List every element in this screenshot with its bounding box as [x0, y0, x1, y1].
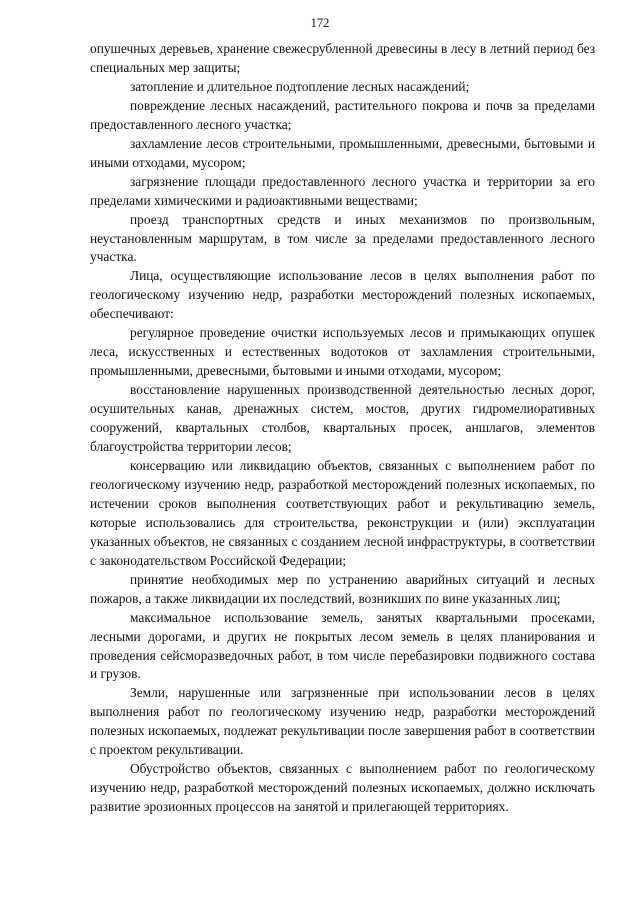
paragraph: проезд транспортных средств и иных механизмов по произвольным, неустановленным маршрутам, в том числе за пределами предоставленного лесного участка.	[90, 211, 595, 265]
paragraph: Обустройство объектов, связанных с выполнением работ по геологическому изучению недр, разработкой месторождений полезных ископаемых, должно исключать развитие эрозионных процессов на занятой и прилегающей территориях.	[90, 761, 595, 815]
paragraph: затопление и длительное подтопление лесных насаждений;	[130, 78, 470, 94]
page-number: 172	[310, 16, 330, 30]
paragraph-continuation: опушечных деревьев, хранение свежесрубленной древесины в лесу в летний период без специальных мер защиты;	[90, 41, 595, 75]
paragraph: принятие необходимых мер по устранению аварийных ситуаций и лесных пожаров, а также ликвидации их последствий, возникших по вине указанных лиц;	[90, 571, 595, 606]
page-body-text	[90, 40, 595, 817]
paragraph: Земли, нарушенные или загрязненные при использовании лесов в целях выполнения работ по геологическому изучению недр, разработки месторождений полезных ископаемых, подлежат рекультивации после завершения работ в соответствии с проектом рекультивации.	[90, 685, 595, 758]
paragraph: Лица, осуществляющие использование лесов в целях выполнения работ по геологическому изучению недр, разработки месторождений полезных ископаемых, обеспечивают:	[90, 268, 595, 322]
paragraph: консервацию или ликвидацию объектов, связанных с выполнением работ по геологическому изучению недр, разработкой месторождений полезных ископаемых, по истечении сроков выполнения соответствующих работ и рекультивацию земель, которые использовались для строительства, реконструкции и (или) эксплуатации указанных объектов, не связанных с созданием лесной инфраструктуры, в соответствии с законодательством Российской Федерации;	[90, 457, 595, 568]
paragraph: загрязнение площади предоставленного лесного участка и территории за его пределами химическими и радиоактивными веществами;	[90, 173, 595, 208]
paragraph: восстановление нарушенных производственной деятельностью лесных дорог, осушительных канав, дренажных систем, мостов, других гидромелиоративных сооружений, квартальных столбов, квартальных просек, аншлагов, элементов благоустройства территории лесов;	[90, 382, 595, 455]
paragraph: повреждение лесных насаждений, растительного покрова и почв за пределами предоставленного лесного участка;	[90, 97, 595, 132]
paragraph: регулярное проведение очистки используемых лесов и примыкающих опушек леса, искусственных и естественных водотоков от захламления строительными, промышленными, древесными, бытовыми и иными отходами, мусором;	[90, 325, 595, 379]
paragraph: максимальное использование земель, занятых квартальными просеками, лесными дорогами, и других не покрытых лесом земель в целях планирования и проведения сейсморазведочных работ, в том числе перебазировки подвижного состава и грузов.	[90, 609, 595, 682]
paragraph: захламление лесов строительными, промышленными, древесными, бытовыми и иными отходами, мусором;	[90, 135, 595, 170]
